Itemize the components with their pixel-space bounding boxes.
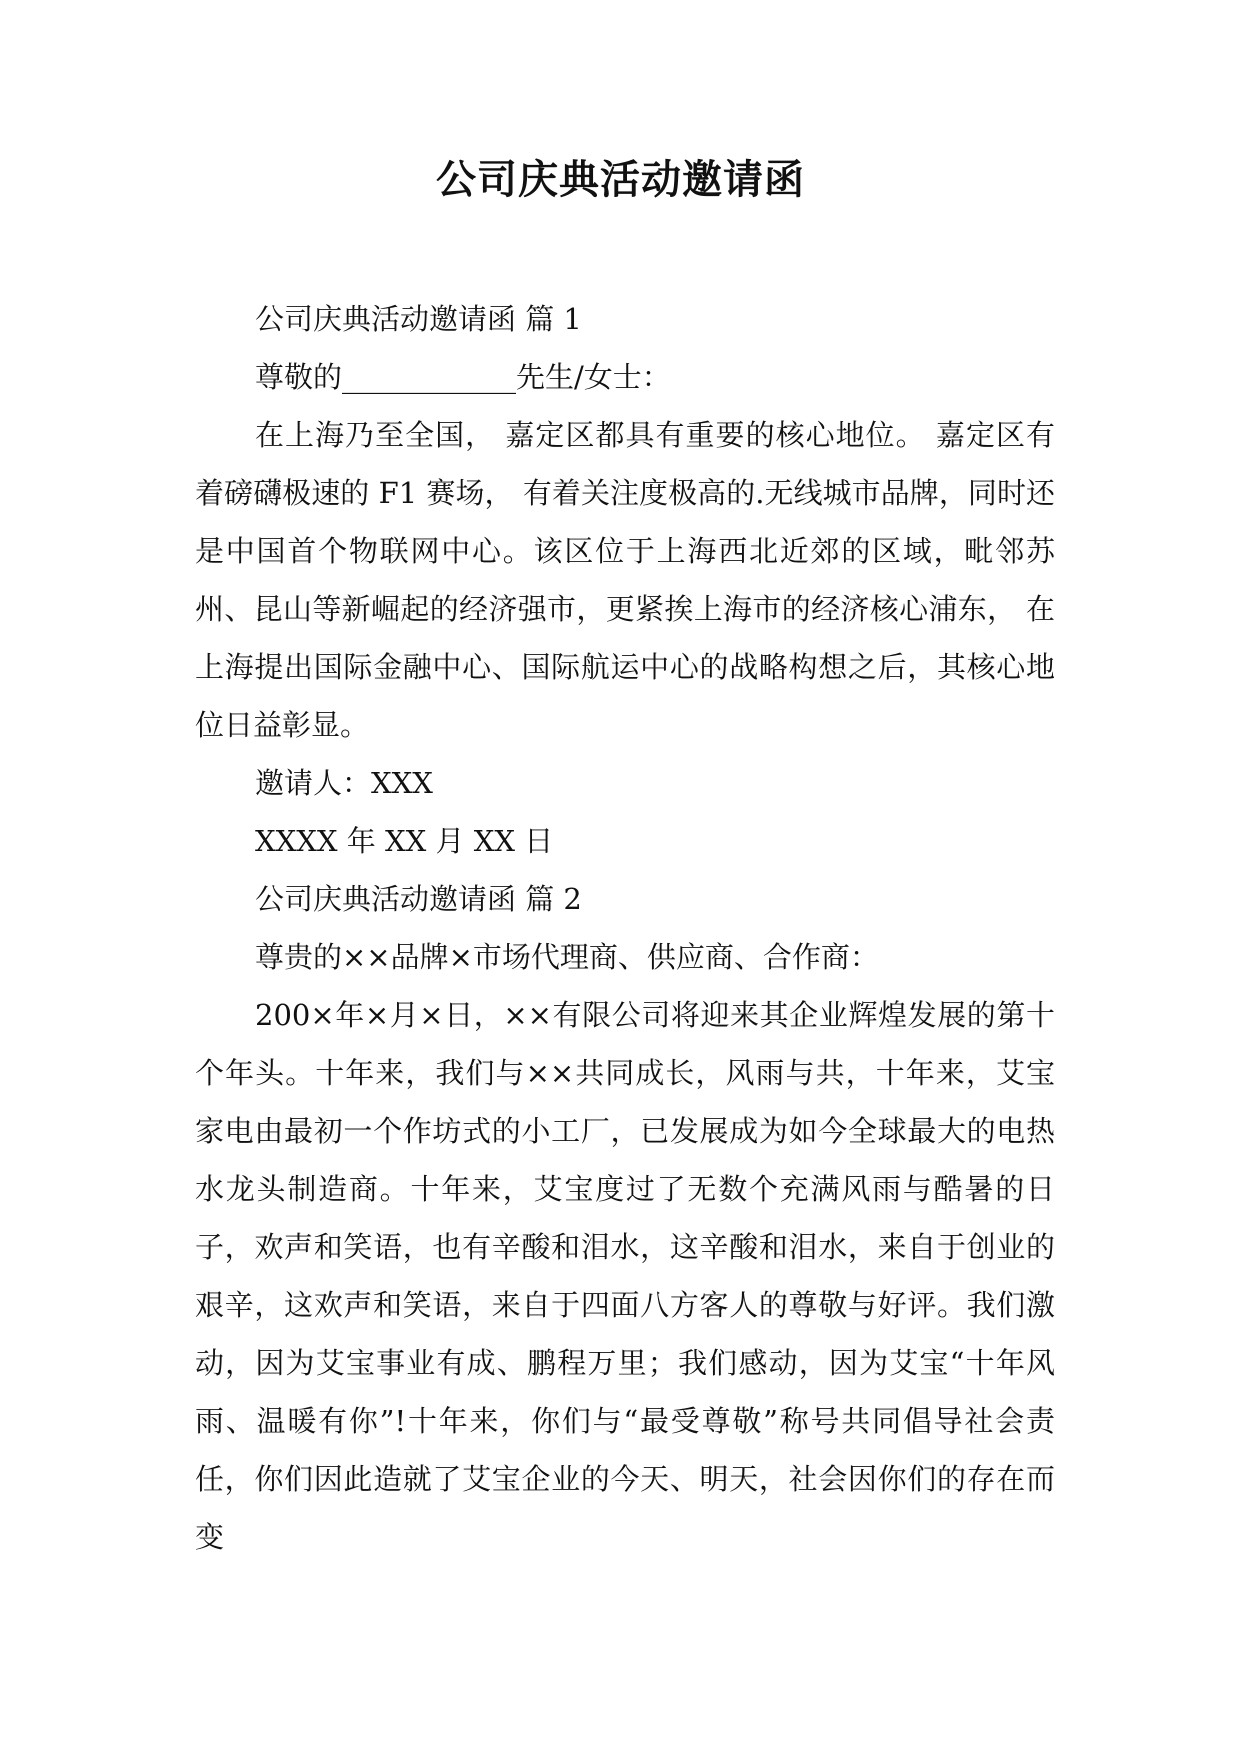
section-2-paragraph: 200×年×月×日，××有限公司将迎来其企业辉煌发展的第十个年头。十年来，我们与××共同成长，风雨与共，十年来，艾宝家电由最初一个作坊式的小工厂，已发展成为如今全球最大的电热水龙头制造商。十年来，艾宝度过了无数个充满风雨与酷暑的日子，欢声和笑语，也有辛酸和泪水，这辛酸和泪水，来自于创业的艰辛，这欢声和笑语，来自于四面八方客人的尊敬与好评。我们激动，因为艾宝事业有成、鹏程万里；我们感动，因为艾宝“十年风雨、温暖有你”!十年来，你们与“最受尊敬”称号共同倡导社会责任，你们因此造就了艾宝企业的今天、明天，社会因你们的存在而变 [195, 998, 1055, 1554]
document-title: 公司庆典活动邀请函 [436, 156, 805, 203]
document-body [195, 290, 1055, 1566]
section-1-inviter: 邀请人：XXX [255, 766, 433, 800]
section-1-heading: 公司庆典活动邀请函 篇 1 [255, 302, 582, 336]
section-1-paragraph: 在上海乃至全国， 嘉定区都具有重要的核心地位。 嘉定区有着磅礴极速的 F1 赛场， 有着关注度极高的.无线城市品牌，同时还是中国首个物联网中心。该区位于上海西北近郊的区域，毗邻苏州、昆山等新崛起的经济强市，更紧挨上海市的经济核心浦东， 在上海提出国际金融中心、国际航运中心的战略构想之后，其核心地位日益彰显。 [195, 418, 1055, 742]
section-1-date: XXXX 年 XX 月 XX 日 [255, 824, 554, 858]
section-2-heading: 公司庆典活动邀请函 篇 2 [255, 882, 582, 916]
section-1-salutation: 尊敬的____________先生/女士： [255, 360, 671, 394]
section-2-salutation: 尊贵的××品牌×市场代理商、供应商、合作商： [255, 940, 879, 974]
